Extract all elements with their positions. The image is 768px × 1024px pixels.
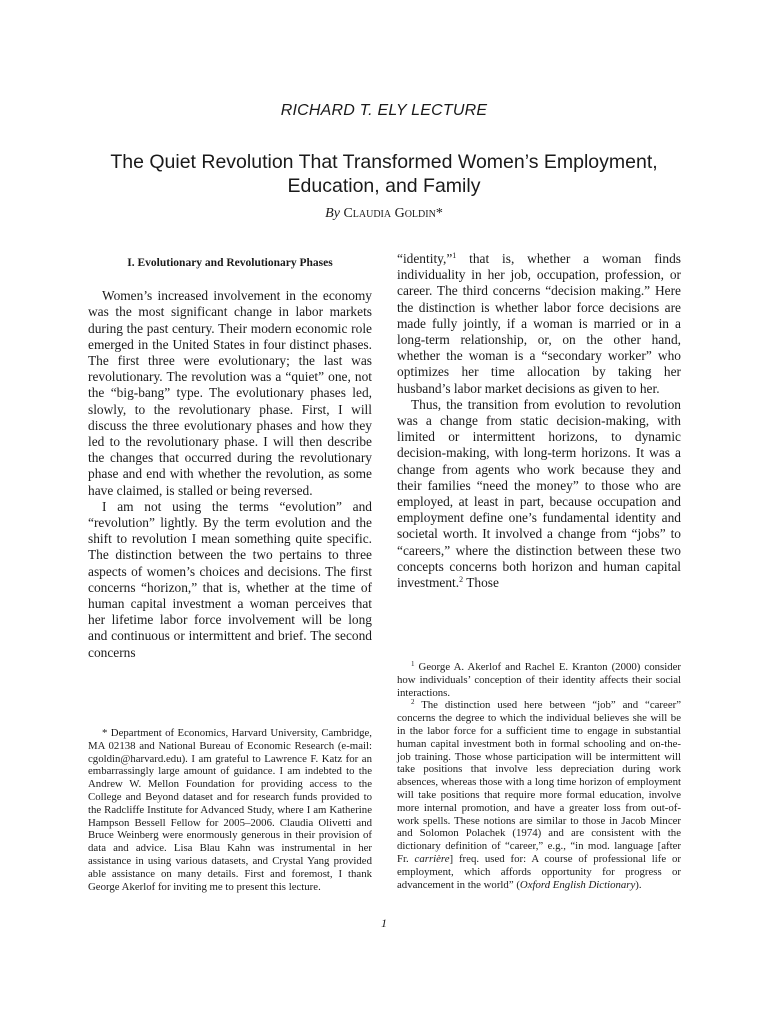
footnote-text: The distinction used here between “job” and “career” concerns the degree to which the individual believes she will be in the labor force for a sufficient time to engage in substantial human capital investment both in formal schooling and on-the-job training. Those whose participation will be intermittent will take positions that involve less depreciation during work absences, whereas those with a long time horizon of employment will take positions that require more formal education, involve more internal promotion, and have a greater loss from out-of-work spells. These notions are similar to those in Jacob Mincer and Solomon Polachek (1974) and are consistent with the dictionary definition of “career,” e.g., “in mod. language [after Fr. (397, 699, 681, 865)
footnote-text: ). (635, 878, 642, 891)
footnote-text: ] freq. used for: A course of professional life or employment, which affords opportunity for progress or advancement in the world” ( (397, 852, 682, 891)
footnote-italic-source: Oxford English Dictionary (519, 878, 636, 891)
left-column (88, 255, 372, 661)
paper-title-line-2: Education, and Family (287, 175, 481, 197)
page-number: 1 (381, 916, 387, 930)
footnote-italic-term: carrière (414, 852, 450, 865)
author-byline (0, 206, 768, 222)
paragraph-text: “identity,” (397, 251, 453, 266)
paragraph-text: Those (463, 575, 499, 591)
author-name: Claudia Goldin* (343, 206, 443, 221)
footnote-ref-1[interactable]: 1 (452, 251, 457, 260)
author-affiliation-footnote: * Department of Economics, Harvard University, Cambridge, MA 02138 and National Bureau of Economic Research (e-mail: cgoldin@harvard.edu). I am grateful to Lawrence F. Katz for an embarrassingly large amount of guidance. I am indebted to the Andrew W. Mellon Foundation for providing access to the College and Beyond dataset and for research funds provided to the Radcliffe Institute for Advanced Study, where I am Katherine Hampson Bessell Fellow for 2005–2006. Claudia Olivetti and Bruce Weinberg were enormously generous in their provision of data and advice. Lisa Blau Kahn was instrumental in her assistance in using various datasets, and Crystal Yang provided able assistance on many details. First and foremost, I thank George Akerlof for inviting me to present this lecture. (88, 727, 372, 893)
footnote-1 (397, 661, 681, 699)
body-paragraph-4 (397, 397, 681, 591)
section-heading: I. Evolutionary and Revolutionary Phases (127, 257, 333, 269)
right-column (397, 251, 681, 591)
paper-title-line-1: The Quiet Revolution That Transformed Women’s Employment, (110, 151, 658, 173)
paragraph-text: Thus, the transition from evolution to revolution was a change from static decision-making, with limited or intermittent horizons, to dynamic decision-making, with long-term horizons. It was a change from agents who work because they and their families “need the money” to those who are employed, at least in part, because occupation and employment define one’s fundamental identity and societal worth. It involved a change from “jobs” to “careers,” where the distinction between these two concepts concerns both horizon and human capital investment. (397, 396, 681, 591)
footnote-2 (397, 699, 681, 891)
footnote-number: 2 (411, 698, 415, 707)
paragraph-text: that is, whether a woman finds individuality in her job, occupation, profession, or career. The third concerns “decision making.” Here the distinction is whether labor force decisions are made fully jointly, if a woman is married or in a long-term relationship, or, on the other hand, whether the woman is a “secondary worker” who optimizes her time allocation by taking her husband’s labor market decisions as given to her. (397, 251, 681, 396)
footnote-text: George A. Akerlof and Rachel E. Kranton (2000) consider how individuals’ conception of their identity affects their social interactions. (397, 661, 681, 699)
footnote-ref-2[interactable]: 2 (459, 575, 464, 585)
byline-by: By (325, 206, 340, 221)
paper-title (60, 150, 708, 198)
body-paragraph-2: I am not using the terms “evolution” and “revolution” lightly. By the term evolution and the shift to revolution I mean something quite specific. The distinction between the two pertains to three aspects of women’s choices and decisions. The first concerns “horizon,” that is, whether at the time of human capital investment a woman perceives that her lifetime labor force involvement will be long and continuous or intermittent and brief. The second concerns (88, 498, 372, 660)
body-paragraph-3 (397, 251, 681, 397)
lecture-series-title: RICHARD T. ELY LECTURE (280, 102, 488, 119)
body-paragraph-1: Women’s increased involvement in the economy was the most significant change in labor markets during the past century. Their modern economic role emerged in the United States in four distinct phases. The first three were evolutionary; the last was revolutionary. The revolution was a “quiet” one, not the “big-bang” type. The evolutionary phases led, slowly, to the revolutionary phase. First, I will discuss the three evolutionary phases and how they led to the revolutionary phase. I will then describe the changes that occurred during the revolutionary phase and end with whether the revolution, as some have claimed, is stalled or being reversed. (88, 288, 372, 498)
footnote-number: 1 (411, 660, 415, 668)
footnotes (397, 661, 681, 891)
